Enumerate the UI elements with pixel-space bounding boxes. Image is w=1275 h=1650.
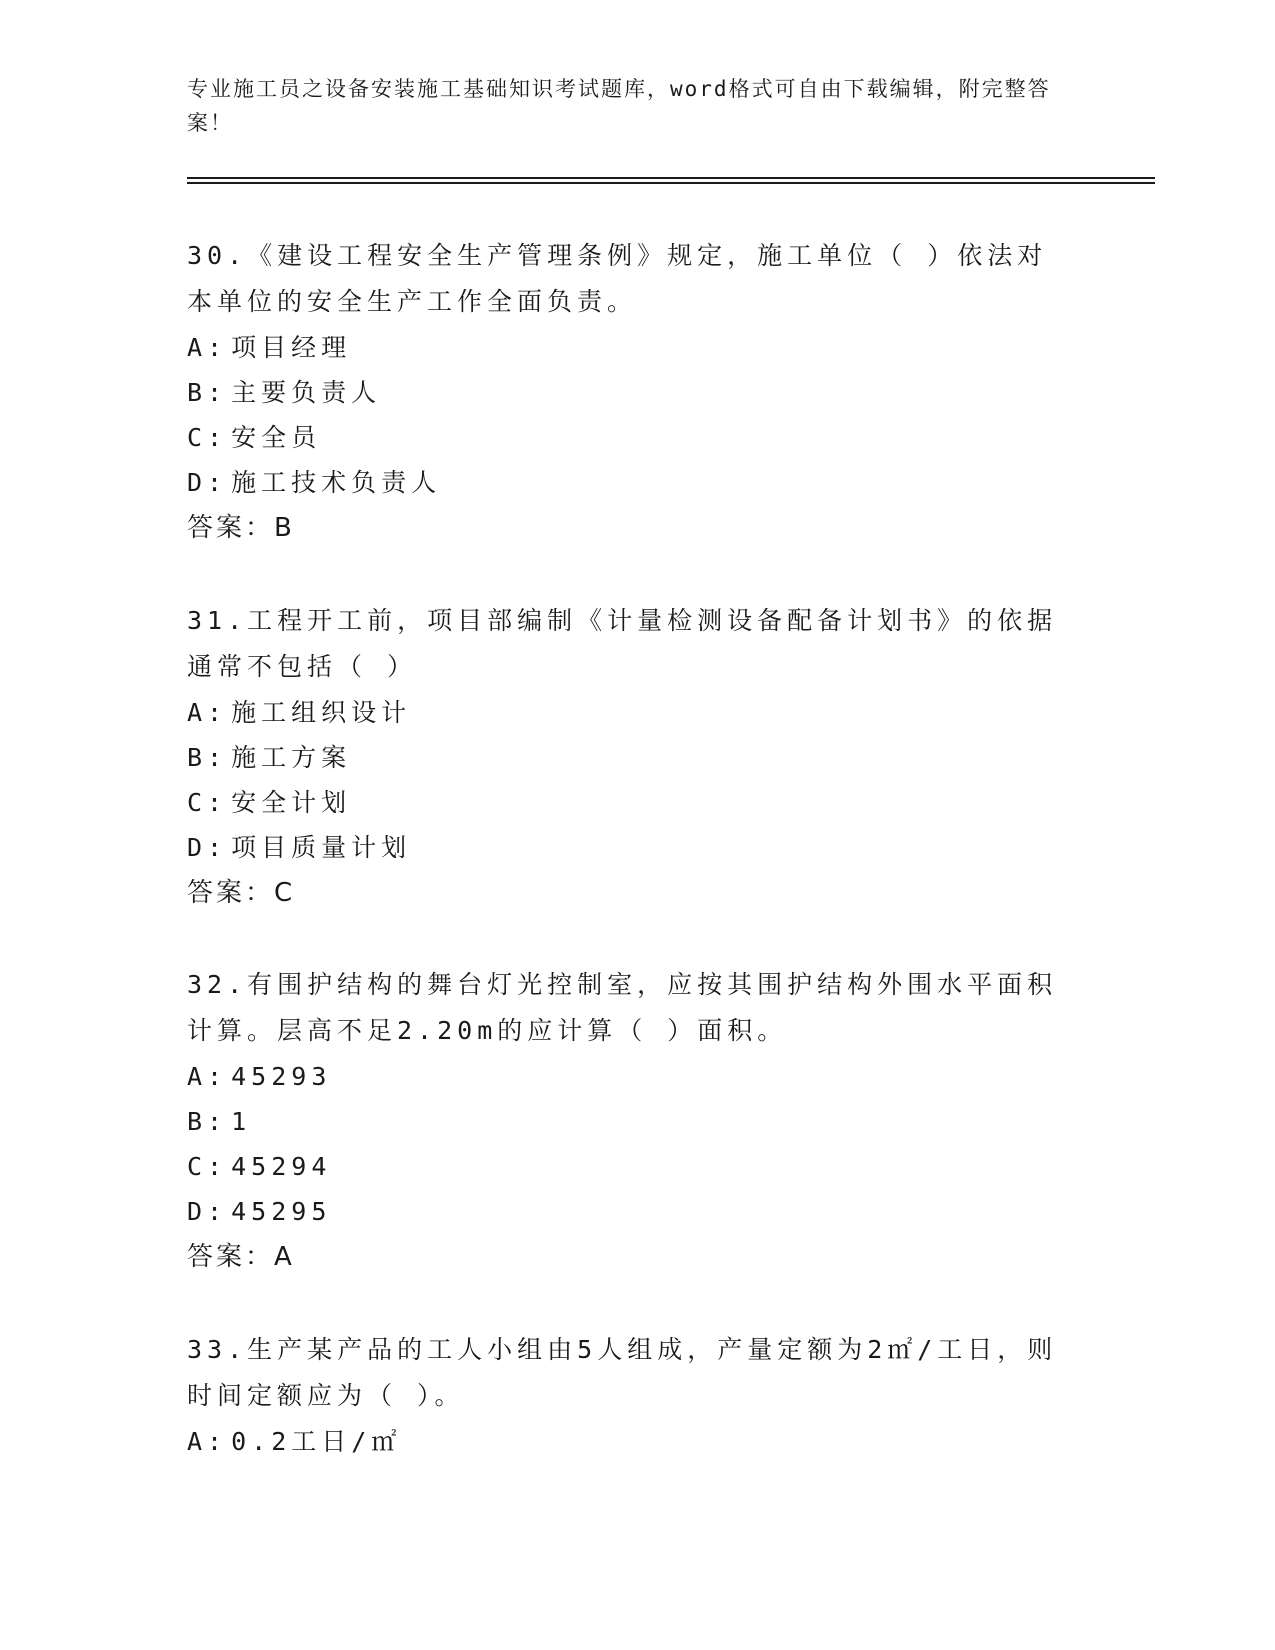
option-text: 施工组织设计 [231, 698, 412, 727]
option-label: A: [187, 1062, 228, 1091]
header-divider-top [187, 177, 1155, 179]
question-33 [187, 1327, 1077, 1464]
option-label: B: [187, 743, 228, 772]
option-text: 安全计划 [231, 788, 352, 817]
option-a [187, 1054, 1077, 1099]
option-text: 0.2工日/㎡ [231, 1427, 402, 1456]
option-text: 主要负责人 [231, 378, 382, 407]
document-header [187, 72, 1067, 140]
option-b [187, 735, 1077, 780]
option-b [187, 1099, 1077, 1144]
option-label: A: [187, 1427, 228, 1456]
option-label: B: [187, 378, 228, 407]
option-a [187, 690, 1077, 735]
option-a [187, 1419, 1077, 1464]
answer: 答案：B [187, 513, 295, 543]
option-c [187, 1144, 1077, 1189]
option-text: 施工方案 [231, 743, 352, 772]
question-stem: 32.有围护结构的舞台灯光控制室，应按其围护结构外围水平面积计算。层高不足2.20m的应计算（ ）面积。 [187, 970, 1058, 1045]
option-a [187, 325, 1077, 370]
option-d [187, 1189, 1077, 1234]
option-text: 45294 [231, 1152, 332, 1181]
option-label: C: [187, 423, 228, 452]
option-text: 施工技术负责人 [231, 468, 442, 497]
answer: 答案：C [187, 878, 296, 908]
option-text: 1 [231, 1107, 252, 1136]
option-text: 项目经理 [231, 333, 352, 362]
option-d [187, 460, 1077, 505]
option-label: D: [187, 468, 228, 497]
option-c [187, 415, 1077, 460]
option-c [187, 780, 1077, 825]
question-31 [187, 598, 1077, 916]
answer: 答案：A [187, 1242, 295, 1272]
question-stem: 30.《建设工程安全生产管理条例》规定，施工单位（ ）依法对本单位的安全生产工作全面负责。 [187, 241, 1048, 316]
question-32 [187, 962, 1077, 1280]
header-divider-bottom [187, 182, 1155, 184]
option-label: A: [187, 698, 228, 727]
option-label: C: [187, 788, 228, 817]
question-30 [187, 233, 1077, 551]
option-text: 安全员 [231, 423, 322, 452]
option-label: C: [187, 1152, 228, 1181]
option-text: 项目质量计划 [231, 833, 412, 862]
option-label: D: [187, 833, 228, 862]
question-stem: 31.工程开工前，项目部编制《计量检测设备配备计划书》的依据通常不包括（ ） [187, 606, 1058, 681]
option-label: B: [187, 1107, 228, 1136]
question-stem: 33.生产某产品的工人小组由5人组成，产量定额为2㎡/工日，则时间定额应为（ ）。 [187, 1335, 1058, 1410]
option-text: 45295 [231, 1197, 332, 1226]
option-text: 45293 [231, 1062, 332, 1091]
option-label: D: [187, 1197, 228, 1226]
header-text: 专业施工员之设备安装施工基础知识考试题库，word格式可自由下载编辑，附完整答案！ [187, 77, 1051, 135]
option-b [187, 370, 1077, 415]
option-d [187, 825, 1077, 870]
option-label: A: [187, 333, 228, 362]
